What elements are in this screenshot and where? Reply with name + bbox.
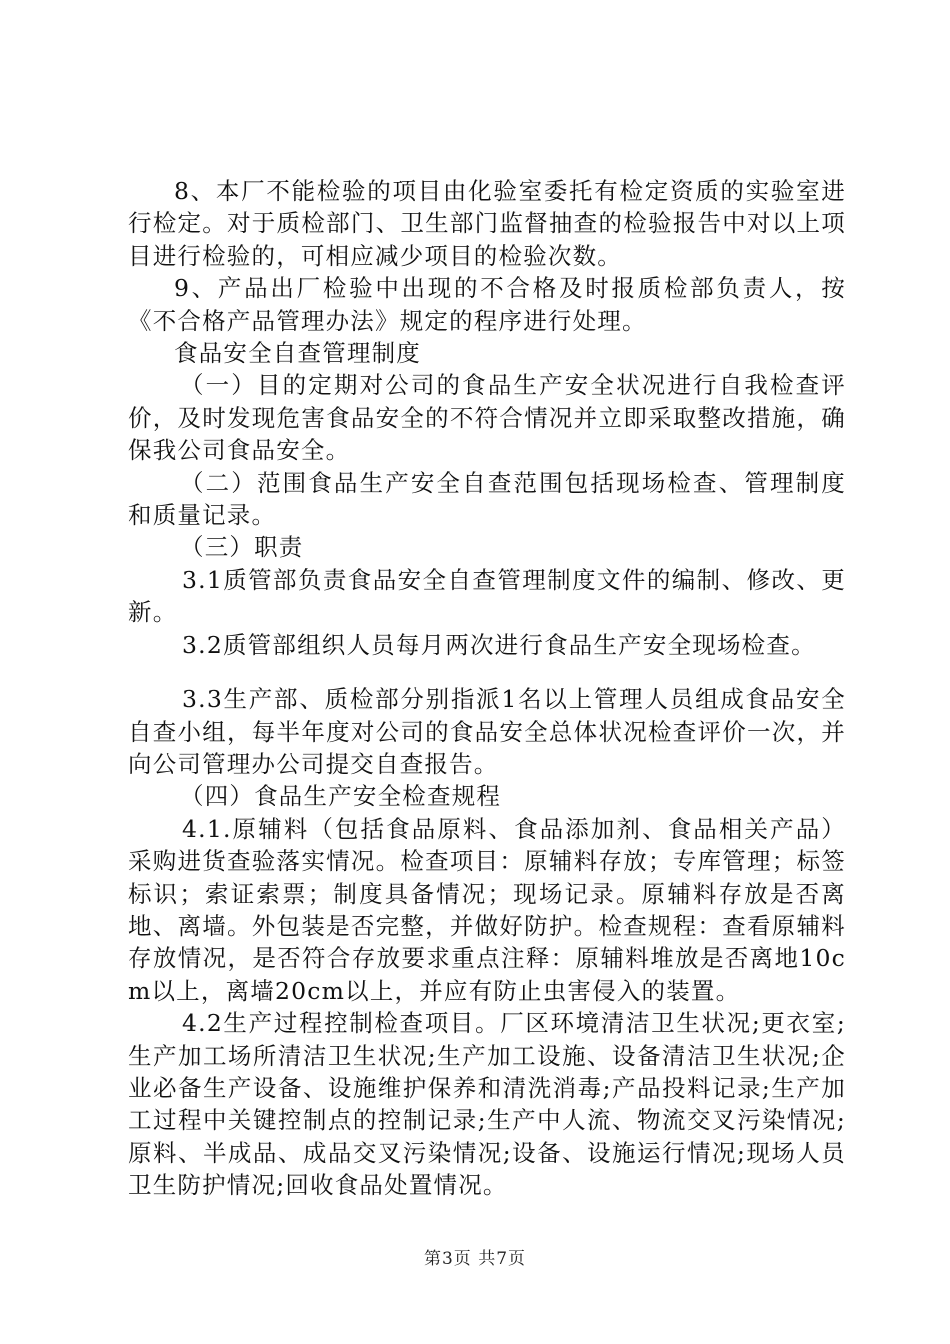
- paragraph-purpose: （一）目的定期对公司的食品生产安全状况进行自我检查评价，及时发现危害食品安全的不符合情况并立即采取整改措施，确保我公司食品安全。: [128, 371, 846, 465]
- paragraph-item-8: 8、本厂不能检验的项目由化验室委托有检定资质的实验室进行检定。对于质检部门、卫生部门监督抽查的检验报告中对以上项目进行检验的，可相应减少项目的检验次数。: [128, 177, 846, 270]
- paragraph-responsibility-heading: （三）职责: [180, 533, 304, 562]
- paragraph-4-2: 4.2生产过程控制检查项目。厂区环境清洁卫生状况;更衣室;生产加工场所清洁卫生状况;生产加工设施、设备清洁卫生状况;企业必备生产设备、设施维护保养和清洗消毒;产品投料记录;生产加工过程中关键控制点的控制记录;生产中人流、物流交叉污染情况;原料、半成品、成品交叉污染情况;设备、设施运行情况;现场人员卫生防护情况;回收食品处置情况。: [128, 1009, 846, 1200]
- paragraph-3-3: 3.3生产部、质检部分别指派1名以上管理人员组成食品安全自查小组，每半年度对公司的食品安全总体状况检查评价一次，并向公司管理办公司提交自查报告。: [128, 685, 846, 778]
- paragraph-scope: （二）范围食品生产安全自查范围包括现场检查、管理制度和质量记录。: [128, 468, 846, 530]
- document-body: [128, 175, 846, 1202]
- paragraph-procedure-heading: （四）食品生产安全检查规程: [180, 782, 502, 811]
- section-title: 食品安全自查管理制度: [174, 339, 421, 368]
- paragraph-3-1: 3.1质管部负责食品安全自查管理制度文件的编制、修改、更新。: [128, 565, 846, 627]
- paragraph-3-2: 3.2质管部组织人员每月两次进行食品生产安全现场检查。: [182, 630, 816, 659]
- page-number-footer: 第3页 共7页: [423, 1249, 527, 1269]
- paragraph-4-1: 4.1.原辅料（包括食品原料、食品添加剂、食品相关产品）采购进货查验落实情况。检查项目：原辅料存放；专库管理；标签标识；索证索票；制度具备情况；现场记录。原辅料存放是否离地、离墙。外包装是否完整，并做好防护。检查规程：查看原辅料存放情况，是否符合存放要求重点注释：原辅料堆放是否离地10cm以上，离墙20cm以上，并应有防止虫害侵入的装置。: [128, 814, 846, 1005]
- paragraph-item-9: 9、产品出厂检验中出现的不合格及时报质检部负责人，按《不合格产品管理办法》规定的程序进行处理。: [128, 274, 846, 335]
